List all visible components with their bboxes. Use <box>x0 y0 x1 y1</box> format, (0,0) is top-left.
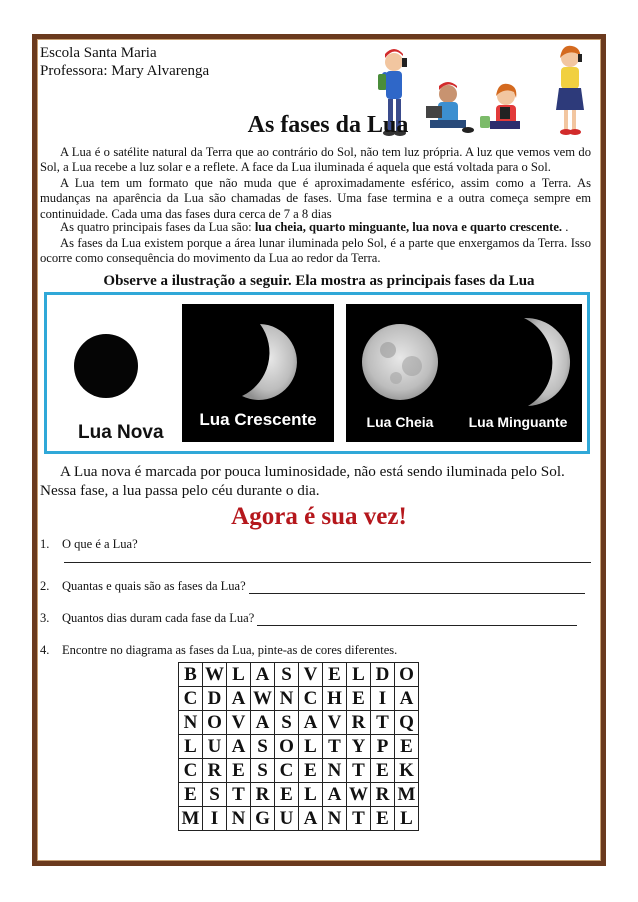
grid-cell[interactable]: R <box>203 759 227 783</box>
grid-cell[interactable]: A <box>227 735 251 759</box>
grid-cell[interactable]: L <box>179 735 203 759</box>
question-text: Quantos dias duram cada fase da Lua? <box>62 611 255 625</box>
grid-cell[interactable]: R <box>251 783 275 807</box>
grid-cell[interactable]: E <box>371 807 395 831</box>
grid-cell[interactable]: G <box>251 807 275 831</box>
grid-cell[interactable]: D <box>203 687 227 711</box>
grid-cell[interactable]: W <box>251 687 275 711</box>
grid-cell[interactable]: R <box>347 711 371 735</box>
grid-cell[interactable]: E <box>299 759 323 783</box>
moon-label-minguante: Lua Minguante <box>468 414 568 430</box>
grid-cell[interactable]: V <box>299 663 323 687</box>
grid-cell[interactable]: C <box>299 687 323 711</box>
grid-cell[interactable]: H <box>323 687 347 711</box>
grid-cell[interactable]: E <box>227 759 251 783</box>
grid-cell[interactable]: S <box>251 759 275 783</box>
question-number: 1. <box>40 537 50 551</box>
grid-cell[interactable]: O <box>203 711 227 735</box>
grid-cell[interactable]: B <box>179 663 203 687</box>
new-moon-description: A Lua nova é marcada por pouca luminosidade, não está sendo iluminada pelo Sol. Nessa fase, a lua passa pelo céu durante o dia. <box>40 463 565 499</box>
grid-cell[interactable]: U <box>203 735 227 759</box>
grid-cell[interactable]: A <box>323 783 347 807</box>
grid-cell[interactable]: A <box>299 711 323 735</box>
grid-cell[interactable]: T <box>227 783 251 807</box>
grid-cell[interactable]: O <box>275 735 299 759</box>
grid-cell[interactable]: A <box>395 687 419 711</box>
grid-cell[interactable]: T <box>323 735 347 759</box>
question-text: Quantas e quais são as fases da Lua? <box>62 579 246 593</box>
grid-cell[interactable]: E <box>323 663 347 687</box>
grid-cell[interactable]: C <box>179 687 203 711</box>
grid-cell[interactable]: M <box>179 807 203 831</box>
grid-cell[interactable]: Y <box>347 735 371 759</box>
grid-cell[interactable]: N <box>275 687 299 711</box>
moon-card-nova <box>56 304 187 442</box>
grid-cell[interactable]: R <box>371 783 395 807</box>
page-title: As fases da Lua <box>247 112 409 138</box>
paragraph-phases-reason: As fases da Lua existem porque a área lunar iluminada pelo Sol, é a parte que enxergamos da Terra. Isso ocorre como consequência do movimento da Lua ao redor da Terra. <box>40 236 591 266</box>
grid-cell[interactable]: D <box>371 663 395 687</box>
moon-phases-illustration <box>44 292 590 454</box>
grid-cell[interactable]: L <box>227 663 251 687</box>
phases-intro: As quatro principais fases da Lua são: <box>60 220 255 234</box>
grid-cell[interactable]: A <box>251 711 275 735</box>
answer-line-3[interactable] <box>257 613 577 626</box>
grid-cell[interactable]: E <box>275 783 299 807</box>
question-number: 3. <box>40 611 50 625</box>
question-1 <box>40 536 138 552</box>
grid-row <box>179 807 419 831</box>
grid-cell[interactable]: E <box>179 783 203 807</box>
grid-cell[interactable]: L <box>347 663 371 687</box>
grid-cell[interactable]: L <box>299 735 323 759</box>
question-number: 4. <box>40 643 50 657</box>
moon-card-cheia <box>346 304 454 442</box>
grid-cell[interactable]: W <box>347 783 371 807</box>
grid-cell[interactable]: A <box>299 807 323 831</box>
question-text: O que é a Lua? <box>62 537 138 551</box>
teacher-name: Professora: Mary Alvarenga <box>40 63 210 79</box>
paragraph-moon-definition: A Lua é o satélite natural da Terra que ao contrário do Sol, não tem luz própria. A luz que vemos vem do Sol, a Lua recebe a luz solar e a reflete. A face da Lua iluminada é aquela que está voltada para o Sol. <box>40 145 591 175</box>
moon-label-cheia: Lua Cheia <box>366 414 434 430</box>
grid-cell[interactable]: W <box>203 663 227 687</box>
grid-cell[interactable]: E <box>395 735 419 759</box>
question-number: 2. <box>40 579 50 593</box>
phases-list: lua cheia, quarto minguante, lua nova e quarto crescente. <box>254 220 563 234</box>
moon-label-crescente: Lua Crescente <box>199 410 317 429</box>
question-text: Encontre no diagrama as fases da Lua, pinte-as de cores diferentes. <box>62 643 398 657</box>
school-name: Escola Santa Maria <box>40 45 157 61</box>
grid-cell[interactable]: C <box>179 759 203 783</box>
grid-cell[interactable]: L <box>395 807 419 831</box>
moon-label-nova: Lua Nova <box>78 422 164 443</box>
grid-cell[interactable]: A <box>251 663 275 687</box>
grid-cell[interactable]: S <box>251 735 275 759</box>
grid-row <box>179 663 419 687</box>
grid-cell[interactable]: N <box>323 759 347 783</box>
paragraph-main-phases <box>40 220 591 235</box>
grid-cell[interactable]: T <box>347 807 371 831</box>
moon-card-crescente <box>182 304 334 442</box>
activity-heading: Agora é sua vez! <box>231 503 407 530</box>
grid-cell[interactable]: M <box>395 783 419 807</box>
grid-cell[interactable]: C <box>275 759 299 783</box>
grid-row <box>179 735 419 759</box>
grid-cell[interactable]: E <box>371 759 395 783</box>
grid-cell[interactable]: S <box>275 711 299 735</box>
grid-cell[interactable]: E <box>347 687 371 711</box>
grid-row <box>179 687 419 711</box>
grid-cell[interactable]: P <box>371 735 395 759</box>
grid-cell[interactable]: T <box>371 711 395 735</box>
grid-cell[interactable]: K <box>395 759 419 783</box>
word-search-grid <box>178 662 419 831</box>
grid-cell[interactable]: I <box>203 807 227 831</box>
grid-cell[interactable]: Q <box>395 711 419 735</box>
question-3 <box>40 610 577 626</box>
grid-row <box>179 711 419 735</box>
grid-cell[interactable]: A <box>227 687 251 711</box>
grid-cell[interactable]: S <box>203 783 227 807</box>
grid-row <box>179 783 419 807</box>
question-4 <box>40 642 397 658</box>
grid-cell[interactable]: N <box>179 711 203 735</box>
answer-line-2[interactable] <box>249 581 585 594</box>
grid-row <box>179 759 419 783</box>
phases-end: . <box>562 220 569 234</box>
answer-line-1[interactable] <box>64 562 591 563</box>
question-2 <box>40 578 585 594</box>
grid-cell[interactable]: U <box>275 807 299 831</box>
grid-cell[interactable]: L <box>299 783 323 807</box>
grid-cell[interactable]: N <box>323 807 347 831</box>
grid-cell[interactable]: S <box>275 663 299 687</box>
grid-cell[interactable]: N <box>227 807 251 831</box>
grid-cell[interactable]: I <box>371 687 395 711</box>
grid-cell[interactable]: T <box>347 759 371 783</box>
moon-card-minguante <box>454 304 582 442</box>
paragraph-moon-shape: A Lua tem um formato que não muda que é aproximadamente esférico, assim como a Terra. As mudanças na aparência da Lua são chamadas de fases. Uma fase termina e a outra começa sempre em continuidade. Cada uma das fases dura cerca de 7 a 8 dias <box>40 176 591 221</box>
grid-cell[interactable]: V <box>323 711 347 735</box>
observe-heading: Observe a ilustração a seguir. Ela mostra as principais fases da Lua <box>103 273 535 289</box>
grid-cell[interactable]: V <box>227 711 251 735</box>
grid-cell[interactable]: O <box>395 663 419 687</box>
